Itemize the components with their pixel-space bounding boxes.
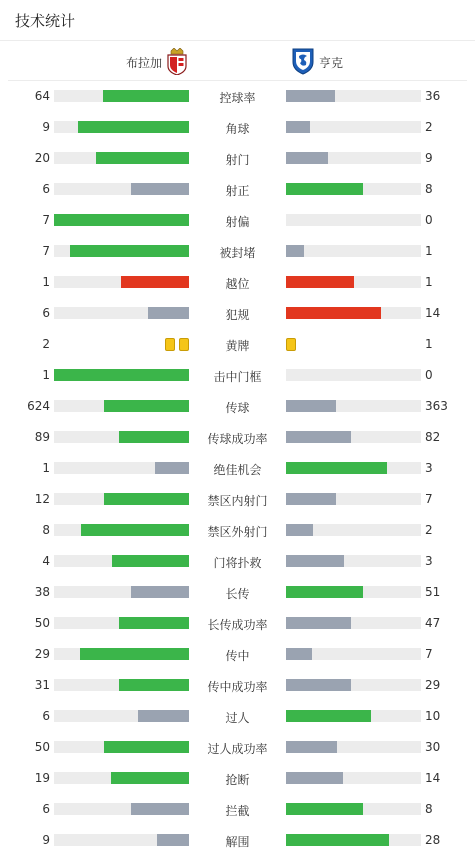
away-stat-value: 363 — [425, 399, 448, 413]
stat-row — [0, 267, 475, 298]
stat-label: 被封堵 — [219, 246, 256, 260]
away-stat-bar-track — [286, 555, 421, 567]
home-stat-bar-track — [54, 121, 189, 133]
stat-row — [0, 205, 475, 236]
home-stat-value: 7 — [42, 213, 50, 227]
away-stat-bar — [286, 710, 371, 722]
away-stat-bar-track — [286, 369, 421, 381]
away-stat-bar — [286, 648, 312, 660]
away-stat-bar-track — [286, 121, 421, 133]
away-stat-bar — [286, 741, 337, 753]
home-stat-bar — [138, 710, 189, 722]
home-stat-bar-track — [54, 648, 189, 660]
away-stat-value: 14 — [425, 306, 441, 320]
stat-row — [0, 329, 475, 360]
away-stat-bar — [286, 834, 389, 846]
stat-label: 射门 — [225, 153, 250, 167]
stat-row — [0, 732, 475, 763]
away-stat-bar — [286, 617, 351, 629]
away-stat-value: 8 — [425, 802, 433, 816]
stat-label: 过人成功率 — [207, 742, 268, 756]
away-stat-value: 47 — [425, 616, 441, 630]
home-stat-value: 6 — [42, 182, 50, 196]
home-stat-bar-track — [54, 307, 189, 319]
home-stat-bar — [104, 400, 189, 412]
stat-label: 传中 — [225, 649, 250, 663]
home-stat-bar — [103, 90, 189, 102]
away-stat-bar — [286, 183, 363, 195]
away-stat-bar — [286, 462, 387, 474]
away-stat-bar-track — [286, 276, 421, 288]
away-stat-value: 1 — [425, 244, 433, 258]
stat-row — [0, 422, 475, 453]
away-stat-bar-track — [286, 307, 421, 319]
stat-label: 传中成功率 — [207, 680, 268, 694]
home-stat-bar-track — [54, 276, 189, 288]
stat-row — [0, 484, 475, 515]
stat-label: 击中门框 — [213, 370, 262, 384]
away-stat-bar — [286, 121, 310, 133]
away-stat-bar — [286, 245, 304, 257]
home-stat-bar — [111, 772, 189, 784]
away-stat-bar-track — [286, 183, 421, 195]
away-stat-value: 7 — [425, 492, 433, 506]
home-stat-bar-track — [54, 462, 189, 474]
stat-label: 传球成功率 — [207, 432, 268, 446]
home-stat-bar — [96, 152, 189, 164]
home-stat-bar — [119, 679, 189, 691]
genk-crest-icon — [292, 48, 314, 75]
home-stat-value: 12 — [34, 492, 50, 506]
stat-label: 抢断 — [225, 773, 250, 787]
away-stat-bar-track — [286, 245, 421, 257]
stat-row — [0, 639, 475, 670]
away-stat-bar-track — [286, 617, 421, 629]
stat-row — [0, 670, 475, 701]
stat-label: 长传 — [225, 587, 250, 601]
stat-label: 禁区内射门 — [207, 494, 268, 508]
stat-row — [0, 763, 475, 794]
home-stat-bar — [121, 276, 189, 288]
away-stat-value: 8 — [425, 182, 433, 196]
away-stat-bar-track — [286, 214, 421, 226]
away-stat-value: 36 — [425, 89, 441, 103]
away-stat-bar-track — [286, 679, 421, 691]
page-title: 技术统计 — [15, 12, 76, 30]
home-stat-bar-track — [54, 214, 189, 226]
stat-row — [0, 360, 475, 391]
away-stat-value: 9 — [425, 151, 433, 165]
away-stat-value: 2 — [425, 523, 433, 537]
away-stat-bar — [286, 772, 343, 784]
away-yellow-cards — [286, 338, 296, 351]
away-stat-bar — [286, 431, 351, 443]
away-stat-bar-track — [286, 803, 421, 815]
home-stat-bar-track — [54, 431, 189, 443]
stat-label: 越位 — [225, 277, 250, 291]
away-stat-bar-track — [286, 772, 421, 784]
away-stat-bar — [286, 493, 336, 505]
away-stat-value: 51 — [425, 585, 441, 599]
away-stat-bar — [286, 276, 354, 288]
away-stat-bar-track — [286, 741, 421, 753]
away-stat-bar-track — [286, 431, 421, 443]
away-stat-bar — [286, 586, 363, 598]
home-stat-bar-track — [54, 524, 189, 536]
stat-row — [0, 515, 475, 546]
home-stat-value: 6 — [42, 709, 50, 723]
home-stat-bar-track — [54, 617, 189, 629]
home-stat-bar-track — [54, 834, 189, 846]
stat-row — [0, 298, 475, 329]
away-stat-bar — [286, 679, 351, 691]
stat-row — [0, 391, 475, 422]
home-stat-value: 6 — [42, 802, 50, 816]
stat-label: 长传成功率 — [207, 618, 268, 632]
home-stat-value: 1 — [42, 275, 50, 289]
yellow-card-icon — [165, 338, 175, 351]
home-stat-bar-track — [54, 803, 189, 815]
stat-label: 拦截 — [225, 804, 250, 818]
stat-label: 控球率 — [219, 91, 256, 105]
home-stat-bar-track — [54, 586, 189, 598]
away-stat-bar — [286, 307, 381, 319]
away-stat-value: 0 — [425, 368, 433, 382]
stat-row — [0, 825, 475, 856]
stat-row — [0, 236, 475, 267]
away-stat-bar-track — [286, 152, 421, 164]
home-stat-value: 31 — [34, 678, 50, 692]
home-stat-bar — [131, 183, 189, 195]
home-stat-bar-track — [54, 555, 189, 567]
stat-label: 角球 — [225, 122, 250, 136]
stat-row — [0, 112, 475, 143]
away-stat-value: 28 — [425, 833, 441, 847]
home-stat-bar — [112, 555, 189, 567]
away-stat-value: 29 — [425, 678, 441, 692]
home-stat-bar — [81, 524, 189, 536]
home-stat-bar — [80, 648, 189, 660]
yellow-card-icon — [179, 338, 189, 351]
home-stat-value: 6 — [42, 306, 50, 320]
home-stat-bar-track — [54, 679, 189, 691]
team-header — [8, 41, 467, 81]
home-stat-value: 9 — [42, 120, 50, 134]
braga-crest-icon — [167, 48, 187, 75]
away-stat-value: 0 — [425, 213, 433, 227]
stat-row — [0, 577, 475, 608]
home-stat-bar-track — [54, 152, 189, 164]
stat-label: 绝佳机会 — [213, 463, 262, 477]
away-stat-value: 1 — [425, 275, 433, 289]
away-stat-value: 14 — [425, 771, 441, 785]
home-stat-value: 4 — [42, 554, 50, 568]
home-stat-value: 20 — [34, 151, 50, 165]
away-stat-bar — [286, 555, 344, 567]
stat-row — [0, 81, 475, 112]
home-stat-value: 29 — [34, 647, 50, 661]
away-stat-bar-track — [286, 710, 421, 722]
home-stat-bar-track — [54, 90, 189, 102]
home-stat-value: 19 — [34, 771, 50, 785]
stat-label: 黄牌 — [225, 339, 250, 353]
home-yellow-cards — [165, 338, 189, 351]
home-stat-bar — [78, 121, 189, 133]
home-stat-value: 7 — [42, 244, 50, 258]
home-stat-bar — [119, 431, 189, 443]
home-stat-bar — [104, 741, 189, 753]
home-stat-value: 624 — [27, 399, 50, 413]
away-stat-value: 3 — [425, 554, 433, 568]
away-stat-value: 82 — [425, 430, 441, 444]
home-stat-bar-track — [54, 741, 189, 753]
stats-list — [0, 81, 475, 856]
stat-label: 传球 — [225, 401, 250, 415]
away-stat-bar-track — [286, 834, 421, 846]
home-stat-value: 89 — [34, 430, 50, 444]
stat-label: 犯规 — [225, 308, 250, 322]
away-stat-bar-track — [286, 586, 421, 598]
away-stat-bar — [286, 524, 313, 536]
home-team-name: 布拉加 — [126, 56, 163, 70]
away-stat-bar-track — [286, 90, 421, 102]
home-stat-value: 2 — [42, 337, 50, 351]
home-stat-bar — [148, 307, 189, 319]
home-stat-bar-track — [54, 183, 189, 195]
away-team-name: 亨克 — [319, 56, 344, 70]
home-stat-bar — [54, 214, 189, 226]
away-stat-bar-track — [286, 400, 421, 412]
yellow-card-icon — [286, 338, 296, 351]
home-stat-bar-track — [54, 710, 189, 722]
home-stat-bar — [157, 834, 189, 846]
home-stat-value: 9 — [42, 833, 50, 847]
away-stat-value: 30 — [425, 740, 441, 754]
home-stat-value: 8 — [42, 523, 50, 537]
stat-label: 射正 — [225, 184, 250, 198]
home-stat-bar-track — [54, 400, 189, 412]
home-stat-bar — [131, 803, 189, 815]
home-stat-bar — [70, 245, 189, 257]
home-stat-value: 1 — [42, 461, 50, 475]
stat-row — [0, 143, 475, 174]
home-stat-value: 38 — [34, 585, 50, 599]
away-stat-bar — [286, 90, 335, 102]
home-stat-value: 64 — [34, 89, 50, 103]
away-stat-value: 1 — [425, 337, 433, 351]
stat-row — [0, 608, 475, 639]
stat-row — [0, 453, 475, 484]
away-stat-bar — [286, 152, 328, 164]
stat-row — [0, 174, 475, 205]
stat-label: 禁区外射门 — [207, 525, 268, 539]
home-stat-bar-track — [54, 772, 189, 784]
away-stat-bar — [286, 803, 363, 815]
stat-label: 射偏 — [225, 215, 250, 229]
away-stat-bar — [286, 400, 336, 412]
home-stat-bar — [131, 586, 189, 598]
home-stat-value: 50 — [34, 740, 50, 754]
stat-row — [0, 794, 475, 825]
away-stat-bar-track — [286, 648, 421, 660]
stat-row — [0, 546, 475, 577]
stat-row — [0, 701, 475, 732]
away-stat-bar-track — [286, 462, 421, 474]
home-stat-bar — [119, 617, 189, 629]
home-stat-value: 1 — [42, 368, 50, 382]
stat-label: 解围 — [225, 835, 250, 849]
home-stat-bar — [155, 462, 189, 474]
away-stat-bar-track — [286, 524, 421, 536]
away-stat-value: 2 — [425, 120, 433, 134]
away-stat-value: 7 — [425, 647, 433, 661]
home-stat-value: 50 — [34, 616, 50, 630]
stat-label: 过人 — [225, 711, 250, 725]
home-stat-bar-track — [54, 245, 189, 257]
away-stat-bar-track — [286, 493, 421, 505]
home-stat-bar-track — [54, 369, 189, 381]
home-stat-bar — [54, 369, 189, 381]
stat-label: 门将扑救 — [213, 556, 262, 570]
home-stat-bar — [104, 493, 189, 505]
away-stat-value: 3 — [425, 461, 433, 475]
away-stat-value: 10 — [425, 709, 441, 723]
home-stat-bar-track — [54, 493, 189, 505]
